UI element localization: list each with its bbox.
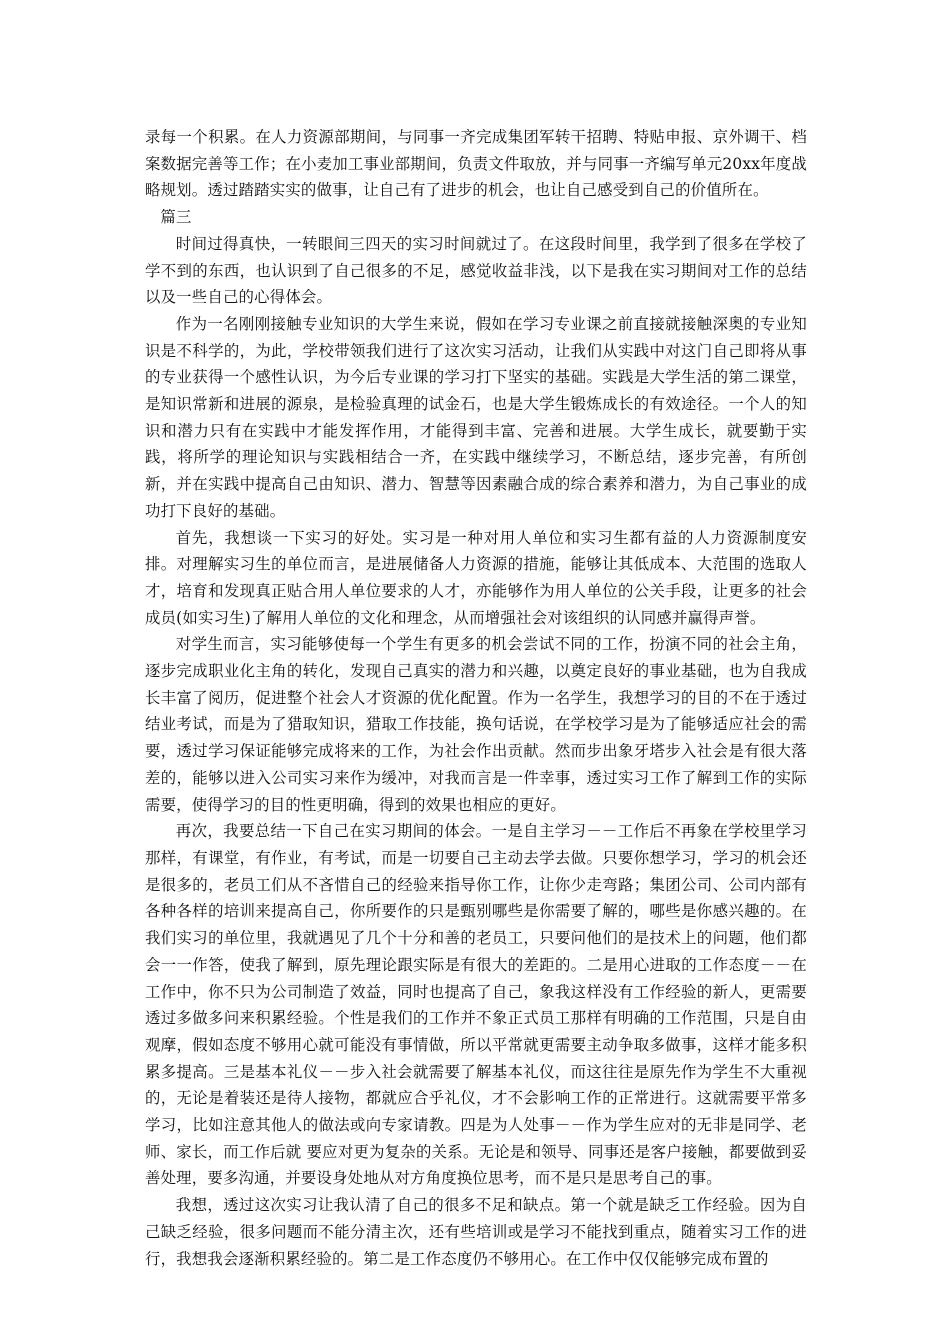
paragraph: 首先，我想谈一下实习的好处。实习是一种对用人单位和实习生都有益的人力资源制度安排。对理解实习生的单位而言，是进展储备人力资源的措施，能够让其低成本、大范围的选取人才，培育和发现真正贴合用人单位要求的人才，亦能够作为用人单位的公关手段，让更多的社会成员(如实习生)了解用人单位的文化和理念，从而增强社会对该组织的认同感并赢得声誉。 xyxy=(145,528,807,627)
paragraph: 作为一名刚刚接触专业知识的大学生来说，假如在学习专业课之前直接就接触深奥的专业知识是不科学的，为此，学校带领我们进行了这次实习活动，让我们从实践中对这门自己即将从事的专业获得一个感性认识，为今后专业课的学习打下坚实的基础。实践是大学生活的第二课堂，是知识常新和进展的源泉，是检验真理的试金石，也是大学生锻炼成长的有效途径。一个人的知识和潜力只有在实践中才能发挥作用，才能得到丰富、完善和进展。大学生成长，就要勤于实践，将所学的理论知识与实践相结合一齐，在实践中继续学习，不断总结，逐步完善，有所创新，并在实践中提高自己由知识、潜力、智慧等因素融合成的综合素养和潜力，为自己事业的成功打下良好的基础。 xyxy=(145,314,807,520)
paragraph: 我想，透过这次实习让我认清了自己的很多不足和缺点。第一个就是缺乏工作经验。因为自己缺乏经验，很多问题而不能分清主次，还有些培训或是学习不能找到重点，随着实习工作的进行，我想我会逐渐积累经验的。第二是工作态度仍不够用心。在工作中仅仅能够完成布置的 xyxy=(145,1196,807,1268)
paragraph: 再次，我要总结一下自己在实习期间的体会。一是自主学习－－工作后不再象在学校里学习那样，有课堂，有作业，有考试，而是一切要自己主动去学去做。只要你想学习，学习的机会还是很多的，老员工们从不吝惜自己的经验来指导你工作，让你少走弯路；集团公司、公司内部有各种各样的培训来提高自己，你所要作的只是甄别哪些是你需要了解的，哪些是你感兴趣的。在我们实习的单位里，我就遇见了几个十分和善的老员工，只要问他们的是技术上的问题，他们都会一一作答，使我了解到，原先理论跟实际是有很大的差距的。二是用心进取的工作态度－－在工作中，你不只为公司制造了效益，同时也提高了自己，象我这样没有工作经验的新人，更需要透过多做多问来积累经验。个性是我们的工作并不象正式员工那样有明确的工作范围，只是自由观摩，假如态度不够用心就可能没有事情做，所以平常就更需要主动争取多做事，这样才能多积累多提高。三是基本礼仪－－步入社会就需要了解基本礼仪，而这往往是原先作为学生不大重视的，无论是着装还是待人接物，都就应合乎礼仪，才不会影响工作的正常进行。这就需要平常多学习，比如注意其他人的做法或向专家请教。四是为人处事－－作为学生应对的无非是同学、老师、家长，而工作后就 要应对更为复杂的关系。无论是和领导、同事还是客户接触，都要做到妥善处理，要多沟通，并要设身处地从对方角度换位思考，而不是只是思考自己的事。 xyxy=(145,822,807,1188)
section-heading: 篇三 xyxy=(160,208,192,227)
paragraph: 时间过得真快，一转眼间三四天的实习时间就过了。在这段时间里，我学到了很多在学校了学不到的东西，也认识到了自己很多的不足，感觉收益非浅，以下是我在实习期间对工作的总结以及一些自己的心得体会。 xyxy=(145,234,807,307)
document-body xyxy=(145,124,807,1272)
paragraph: 对学生而言，实习能够使每一个学生有更多的机会尝试不同的工作，扮演不同的社会主角，逐步完成职业化主角的转化，发现自己真实的潜力和兴趣，以奠定良好的事业基础，也为自我成长丰富了阅历，促进整个社会人才资源的优化配置。作为一名学生，我想学习的目的不在于透过结业考试，而是为了猎取知识，猎取工作技能，换句话说，在学校学习是为了能够适应社会的需要，透过学习保证能够完成将来的工作，为社会作出贡献。然而步出象牙塔步入社会是有很大落差的，能够以进入公司实习来作为缓冲，对我而言是一件幸事，透过实习工作了解到工作的实际需要，使得学习的目的性更明确，得到的效果也相应的更好。 xyxy=(145,635,807,814)
paragraph-continuation: 录每一个积累。在人力资源部期间，与同事一齐完成集团军转干招聘、特贴申报、京外调干、档案数据完善等工作；在小麦加工事业部期间，负责文件取放，并与同事一齐编写单元20xx年度战略规划。透过踏踏实实的做事，让自己有了进步的机会，也让自己感受到自己的价值所在。 xyxy=(145,128,807,200)
